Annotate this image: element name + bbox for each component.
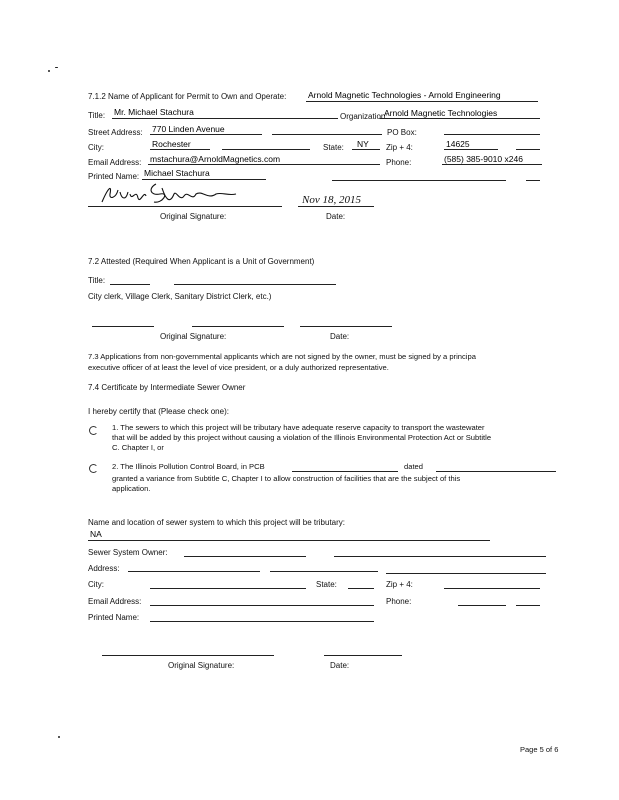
original-signature-label: Original Signature: (160, 212, 227, 221)
applicant-value: Arnold Magnetic Technologies - Arnold Engineering (308, 90, 501, 100)
street-label: Street Address: (88, 128, 143, 137)
option-2-line-3: application. (112, 484, 151, 493)
scan-mark (48, 70, 50, 72)
email-label: Email Address: (88, 158, 142, 167)
city-value: Rochester (152, 139, 191, 149)
title-value: Mr. Michael Stachura (114, 107, 194, 117)
phone-line (442, 164, 542, 165)
handwritten-date-text: Nov 18, 2015 (302, 194, 361, 206)
pcb-date-line (436, 471, 556, 472)
section-7-2-heading: 7.2 Attested (Required When Applicant is a Unit of Government) (88, 257, 315, 266)
attested-signature-label: Original Signature: (160, 332, 227, 341)
page-number: Page 5 of 6 (520, 745, 559, 754)
printed-name-value: Michael Stachura (144, 168, 210, 178)
sewer-owner-label: Sewer System Owner: (88, 548, 168, 557)
title-label: Title: (88, 111, 106, 120)
sewer-zip-line (444, 588, 540, 589)
sewer-printed-name-label: Printed Name: (88, 613, 140, 622)
sewer-owner-line (184, 556, 306, 557)
option-2-dated: dated (404, 462, 424, 471)
attested-title-line-2 (174, 284, 336, 285)
certify-text: I hereby certify that (Please check one): (88, 407, 229, 416)
printed-name-line-3 (526, 180, 540, 181)
sewer-phone-label: Phone: (386, 597, 412, 606)
street-value: 770 Linden Avenue (152, 124, 225, 134)
signature-line (88, 206, 282, 207)
section-7-4-heading: 7.4 Certificate by Intermediate Sewer Owner (88, 383, 246, 392)
attested-date-label: Date: (330, 332, 350, 341)
title-line (112, 118, 338, 119)
city-line-2 (222, 149, 310, 150)
date-label: Date: (326, 212, 346, 221)
organization-label: Organization: (340, 112, 388, 121)
pobox-line (444, 134, 540, 135)
applicant-line (306, 101, 538, 102)
zip-value: 14625 (446, 139, 470, 149)
sewer-printed-name-line (150, 621, 374, 622)
sewer-address-line-2 (270, 571, 378, 572)
street-line (150, 134, 262, 135)
sewer-address-line-3 (386, 573, 546, 574)
sewer-date-line (324, 655, 402, 656)
sewer-phone-line (458, 605, 506, 606)
organization-line (380, 118, 540, 119)
sewer-system-value: NA (90, 529, 102, 539)
section-7-3-line-1: 7.3 Applications from non-governmental applicants which are not signed by the owner, must be signed by a principa (88, 352, 476, 361)
scan-mark (55, 67, 58, 68)
applicant-label: 7.1.2 Name of Applicant for Permit to Own and Operate: (88, 92, 287, 101)
zip-line-2 (516, 149, 540, 150)
attested-title-line (110, 284, 150, 285)
sewer-date-label: Date: (330, 661, 350, 670)
sewer-state-line (348, 588, 374, 589)
sewer-address-line (128, 571, 260, 572)
sewer-address-label: Address: (88, 564, 120, 573)
state-value: NY (357, 139, 369, 149)
state-line (352, 149, 380, 150)
sewer-system-line (88, 540, 490, 541)
email-line (148, 164, 380, 165)
sewer-email-line (150, 605, 374, 606)
street-line-2 (272, 134, 382, 135)
phone-value: (585) 385-9010 x246 (444, 154, 523, 164)
option-1-line-3: C. Chapter I, or (112, 443, 164, 452)
organization-value: Arnold Magnetic Technologies (384, 108, 498, 118)
city-line (150, 149, 210, 150)
printed-name-line-2 (332, 180, 506, 181)
option-2-line-2: granted a variance from Subtitle C, Chapter I to allow construction of facilities that are the subject of this (112, 474, 461, 483)
scan-mark (58, 736, 60, 738)
option-1-radio[interactable] (89, 426, 98, 435)
attested-sig-line (92, 326, 154, 327)
email-value: mstachura@ArnoldMagnetics.com (150, 154, 281, 164)
state-label: State: (323, 143, 344, 152)
pobox-label: PO Box: (387, 128, 417, 137)
sewer-owner-line-2 (334, 556, 546, 557)
zip-label: Zip + 4: (386, 143, 413, 152)
attested-title-label: Title: (88, 276, 106, 285)
sewer-signature-label: Original Signature: (168, 661, 235, 670)
option-2-radio[interactable] (89, 464, 98, 473)
date-line (298, 206, 374, 207)
clerk-note: City clerk, Village Clerk, Sanitary District Clerk, etc.) (88, 292, 272, 301)
option-1-line-2: that will be added by this project without causing a violation of the Illinois Environmental Protection Act or Subtitle (112, 433, 492, 442)
sewer-zip-label: Zip + 4: (386, 580, 413, 589)
sewer-phone-line-2 (516, 605, 540, 606)
printed-name-label: Printed Name: (88, 172, 140, 181)
option-2-line-1: 2. The Illinois Pollution Control Board, in PCB (112, 462, 265, 471)
sewer-system-label: Name and location of sewer system to which this project will be tributary: (88, 518, 345, 527)
attested-sig-line-2 (192, 326, 284, 327)
sewer-city-line (150, 588, 306, 589)
phone-label: Phone: (386, 158, 412, 167)
option-1-line-1: 1. The sewers to which this project will be tributary have adequate reserve capacity to transport the wastewater (112, 423, 485, 432)
attested-date-line (300, 326, 392, 327)
section-7-3-line-2: executive officer of at least the level of vice president, or a duly authorized representative. (88, 363, 389, 372)
sewer-state-label: State: (316, 580, 337, 589)
sewer-signature-line (102, 655, 274, 656)
sewer-city-label: City: (88, 580, 104, 589)
sewer-email-label: Email Address: (88, 597, 142, 606)
pcb-number-line (292, 471, 398, 472)
zip-line (444, 149, 498, 150)
city-label: City: (88, 143, 104, 152)
